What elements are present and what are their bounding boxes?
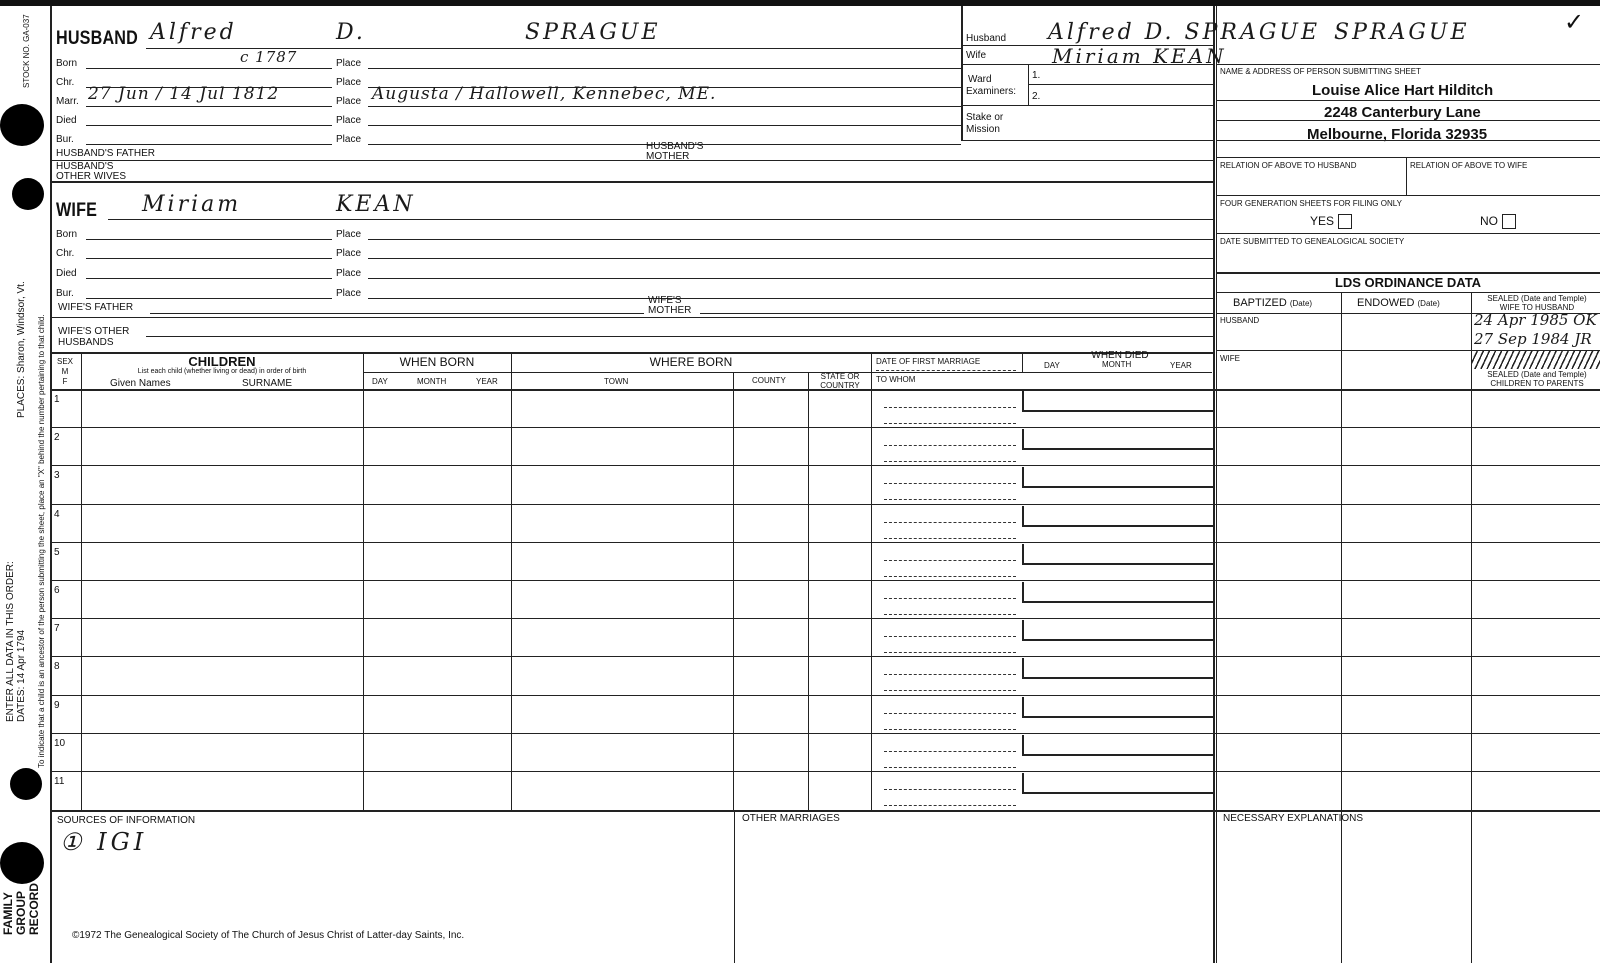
husband-mother-label bbox=[646, 142, 703, 162]
died-day-header: DAY bbox=[1044, 361, 1060, 370]
sex-header bbox=[57, 357, 73, 387]
lds-endowed-label bbox=[1357, 298, 1440, 309]
table-row-divider bbox=[50, 580, 1600, 581]
child-row-number: 1 bbox=[54, 394, 60, 405]
right-husband-surname: SPRAGUE bbox=[1334, 20, 1470, 45]
child-row-number: 5 bbox=[54, 547, 60, 558]
marriage-date-line bbox=[884, 674, 1016, 675]
to-whom-line bbox=[884, 729, 1016, 730]
lds-sealed-line: WIFE TO HUSBAND bbox=[1499, 303, 1575, 312]
husband-chr-label: Chr. bbox=[56, 77, 75, 88]
table-row-divider bbox=[50, 504, 1600, 505]
husband-born-place-label: Place bbox=[336, 58, 362, 69]
wife-born-label: Born bbox=[56, 229, 78, 240]
lds-endowed-date: (Date) bbox=[1417, 299, 1440, 308]
died-line bbox=[1022, 716, 1214, 718]
died-month-header: MONTH bbox=[1102, 360, 1132, 369]
surname-header: SURNAME bbox=[242, 378, 293, 389]
wife-bur-label: Bur. bbox=[56, 288, 74, 299]
husband-marr-value: 27 Jun / 14 Jul 1812 bbox=[88, 84, 280, 104]
table-row-divider bbox=[50, 771, 1600, 772]
table-row-divider bbox=[50, 427, 1600, 428]
lds-sealed-children-label bbox=[1474, 370, 1600, 388]
no-option[interactable] bbox=[1480, 214, 1516, 229]
top-edge bbox=[0, 0, 1600, 6]
yes-checkbox[interactable] bbox=[1338, 214, 1352, 229]
header-husband-label: Husband bbox=[966, 33, 1007, 44]
marriage-date-line bbox=[884, 483, 1016, 484]
child-row-number: 7 bbox=[54, 623, 60, 634]
husband-other-wives-label bbox=[56, 162, 126, 182]
lds-husband-label: HUSBAND bbox=[1220, 316, 1260, 325]
to-whom-header: TO WHOM bbox=[876, 375, 916, 384]
husband-marr-place-label: Place bbox=[336, 96, 362, 107]
when-died-header: WHEN DIED bbox=[1091, 350, 1149, 361]
lds-sealed-children-line: CHILDREN TO PARENTS bbox=[1490, 379, 1584, 388]
child-row-number: 4 bbox=[54, 509, 60, 520]
wife-other-husbands-line: WIFE'S OTHER bbox=[58, 326, 130, 337]
four-gen-label: FOUR GENERATION SHEETS FOR FILING ONLY bbox=[1220, 199, 1402, 208]
marriage-date-line bbox=[884, 598, 1016, 599]
stake-label-line: Stake or bbox=[966, 112, 1004, 123]
born-year-header: YEAR bbox=[476, 377, 498, 386]
wife-other-husbands-label bbox=[58, 326, 129, 348]
to-whom-line bbox=[884, 576, 1016, 577]
wife-mother-label-line: WIFE'S bbox=[648, 295, 682, 306]
husband-marr-label: Marr. bbox=[56, 96, 79, 107]
punch-hole bbox=[0, 104, 44, 146]
marriage-date-line bbox=[884, 713, 1016, 714]
checkmark: ✓ bbox=[1564, 9, 1585, 36]
header-wife-label: Wife bbox=[966, 50, 986, 61]
yes-option[interactable] bbox=[1310, 214, 1352, 229]
form-title-line: GROUP bbox=[14, 890, 28, 935]
examiners-label: Examiners: bbox=[966, 86, 1017, 97]
died-line bbox=[1022, 601, 1214, 603]
child-row-number: 2 bbox=[54, 432, 60, 443]
died-line bbox=[1022, 410, 1214, 412]
margin-enter: ENTER ALL DATA IN THIS ORDER: bbox=[5, 561, 16, 722]
died-year-header: YEAR bbox=[1170, 361, 1192, 370]
child-row-number: 6 bbox=[54, 585, 60, 596]
child-row-number: 9 bbox=[54, 700, 60, 711]
died-bracket bbox=[1022, 735, 1024, 754]
state-header-line: COUNTRY bbox=[820, 381, 860, 390]
husband-died-place-label: Place bbox=[336, 115, 362, 126]
died-line bbox=[1022, 754, 1214, 756]
lds-sealed-value-2: 27 Sep 1984 JR bbox=[1474, 330, 1592, 348]
to-whom-line bbox=[884, 538, 1016, 539]
other-marriages-label: OTHER MARRIAGES bbox=[742, 813, 840, 824]
ward-label: Ward bbox=[968, 74, 992, 85]
sex-header-line: M bbox=[61, 367, 69, 376]
child-row-number: 8 bbox=[54, 661, 60, 672]
submitter-city: Melbourne, Florida 32935 bbox=[1307, 126, 1488, 143]
punch-hole bbox=[0, 842, 44, 884]
to-whom-line bbox=[884, 499, 1016, 500]
marriage-date-line bbox=[884, 751, 1016, 752]
marriage-date-line bbox=[884, 445, 1016, 446]
to-whom-line bbox=[884, 652, 1016, 653]
submitter-name: Louise Alice Hart Hilditch bbox=[1312, 82, 1494, 99]
no-checkbox[interactable] bbox=[1502, 214, 1516, 229]
to-whom-line bbox=[884, 690, 1016, 691]
no-label: NO bbox=[1480, 214, 1498, 228]
child-row-number: 3 bbox=[54, 470, 60, 481]
died-line bbox=[1022, 486, 1214, 488]
header-husband-value: Alfred D. SPRAGUE bbox=[1048, 20, 1321, 45]
husband-mother-label-line: MOTHER bbox=[646, 151, 690, 162]
wife-mother-label bbox=[648, 296, 691, 316]
wife-other-husbands-line: HUSBANDS bbox=[58, 337, 114, 348]
table-row-divider bbox=[50, 465, 1600, 466]
punch-hole bbox=[10, 768, 42, 800]
lds-title: LDS ORDINANCE DATA bbox=[1334, 275, 1482, 290]
husband-middle: D. bbox=[336, 20, 366, 45]
wife-born-place-label: Place bbox=[336, 229, 362, 240]
died-line bbox=[1022, 563, 1214, 565]
husband-marr-place: Augusta / Hallowell, Kennebec, ME. bbox=[372, 84, 717, 104]
wife-bur-place-label: Place bbox=[336, 288, 362, 299]
form-title bbox=[2, 883, 41, 935]
died-bracket bbox=[1022, 697, 1024, 716]
submitter-street: 2248 Canterbury Lane bbox=[1324, 104, 1481, 121]
child-row-number: 11 bbox=[54, 776, 65, 787]
relation-husband-label: RELATION OF ABOVE TO HUSBAND bbox=[1220, 161, 1357, 170]
first-marriage-header: DATE OF FIRST MARRIAGE bbox=[876, 357, 981, 366]
wife-chr-label: Chr. bbox=[56, 248, 75, 259]
wife-surname: KEAN bbox=[336, 192, 416, 217]
born-month-header: MONTH bbox=[417, 377, 447, 386]
died-line bbox=[1022, 639, 1214, 641]
husband-surname: SPRAGUE bbox=[525, 20, 661, 45]
lds-sealed-line: SEALED (Date and Temple) bbox=[1487, 294, 1587, 303]
examiner-2: 2. bbox=[1032, 91, 1041, 102]
husband-born-label: Born bbox=[56, 58, 78, 69]
husband-other-wives-line: OTHER WIVES bbox=[56, 171, 127, 182]
margin-dates: DATES: 14 Apr 1794 bbox=[16, 629, 27, 722]
lds-baptized-label bbox=[1233, 298, 1312, 309]
to-whom-line bbox=[884, 767, 1016, 768]
yes-label: YES bbox=[1310, 214, 1335, 228]
to-whom-line bbox=[884, 805, 1016, 806]
form-title-line: RECORD bbox=[27, 882, 41, 935]
marriage-date-line bbox=[884, 560, 1016, 561]
died-bracket bbox=[1022, 620, 1024, 639]
wife-chr-place-label: Place bbox=[336, 248, 362, 259]
wife-father-label: WIFE'S FATHER bbox=[58, 302, 134, 313]
town-header: TOWN bbox=[604, 377, 629, 386]
wife-given: Miriam bbox=[142, 192, 242, 217]
table-row-divider bbox=[50, 618, 1600, 619]
born-day-header: DAY bbox=[372, 377, 388, 386]
marriage-date-line bbox=[884, 636, 1016, 637]
relation-wife-label: RELATION OF ABOVE TO WIFE bbox=[1410, 161, 1528, 170]
died-bracket bbox=[1022, 429, 1024, 448]
died-bracket bbox=[1022, 467, 1024, 486]
table-row-divider bbox=[50, 695, 1600, 696]
table-row-divider bbox=[50, 542, 1600, 543]
county-header: COUNTY bbox=[752, 376, 786, 385]
sex-header-line: SEX bbox=[57, 357, 74, 366]
stake-label bbox=[966, 112, 1003, 136]
husband-given: Alfred bbox=[150, 20, 237, 45]
frame-left bbox=[50, 6, 52, 963]
died-line bbox=[1022, 677, 1214, 679]
explanations-label: NECESSARY EXPLANATIONS bbox=[1223, 813, 1364, 824]
date-submitted-label: DATE SUBMITTED TO GENEALOGICAL SOCIETY bbox=[1220, 237, 1405, 246]
lds-baptized-text: BAPTIZED bbox=[1233, 297, 1287, 309]
child-row-number: 10 bbox=[54, 738, 66, 749]
frame-mid bbox=[1213, 6, 1215, 963]
lds-hatched-cell bbox=[1472, 351, 1600, 369]
stake-label-line: Mission bbox=[966, 124, 1000, 135]
lds-baptized-date: (Date) bbox=[1289, 299, 1313, 308]
header-box-left bbox=[961, 6, 963, 141]
lds-sealed-label bbox=[1474, 294, 1600, 312]
died-bracket bbox=[1022, 773, 1024, 792]
lds-wife-label: WIFE bbox=[1220, 354, 1240, 363]
children-title: CHILDREN bbox=[188, 354, 256, 369]
header-wife-value: Miriam KEAN bbox=[1052, 44, 1227, 68]
copyright: ©1972 The Genealogical Society of The Church of Jesus Christ of Latter-day Saints, Inc. bbox=[72, 930, 465, 941]
died-line bbox=[1022, 448, 1214, 450]
state-header-line: STATE OR bbox=[820, 372, 860, 381]
husband-bur-label: Bur. bbox=[56, 134, 74, 145]
table-row-divider bbox=[50, 656, 1600, 657]
died-bracket bbox=[1022, 506, 1024, 525]
wife-died-place-label: Place bbox=[336, 268, 362, 279]
husband-mother-label-line: HUSBAND'S bbox=[646, 141, 704, 152]
wife-mother-label-line: MOTHER bbox=[648, 305, 692, 316]
submitter-label: NAME & ADDRESS OF PERSON SUBMITTING SHEET bbox=[1220, 67, 1421, 76]
wife-heading: WIFE bbox=[56, 200, 98, 221]
sex-header-line: F bbox=[62, 377, 68, 386]
stock-number: STOCK NO. GA-037 bbox=[22, 14, 31, 88]
husband-father-label: HUSBAND'S FATHER bbox=[56, 148, 155, 159]
died-bracket bbox=[1022, 582, 1024, 601]
form-title-line: FAMILY bbox=[1, 892, 15, 935]
died-line bbox=[1022, 525, 1214, 527]
to-whom-line bbox=[884, 614, 1016, 615]
husband-died-label: Died bbox=[56, 115, 77, 126]
husband-bur-place-label: Place bbox=[336, 134, 362, 145]
wife-died-label: Died bbox=[56, 268, 77, 279]
margin-places: PLACES: Sharon, Windsor, Vt. bbox=[16, 281, 27, 418]
punch-hole bbox=[12, 178, 44, 210]
died-bracket bbox=[1022, 544, 1024, 563]
husband-heading: HUSBAND bbox=[56, 28, 138, 49]
given-names-header: Given Names bbox=[110, 378, 171, 389]
husband-born-value: c 1787 bbox=[240, 48, 298, 66]
lds-sealed-value-1: 24 Apr 1985 OK bbox=[1474, 311, 1597, 329]
sources-label: SOURCES OF INFORMATION bbox=[57, 815, 196, 826]
marriage-date-line bbox=[884, 407, 1016, 408]
husband-chr-place-label: Place bbox=[336, 77, 362, 88]
lds-sealed-children-line: SEALED (Date and Temple) bbox=[1487, 370, 1587, 379]
marriage-date-line bbox=[884, 789, 1016, 790]
died-line bbox=[1022, 792, 1214, 794]
died-bracket bbox=[1022, 391, 1024, 410]
examiner-1: 1. bbox=[1032, 70, 1041, 81]
husband-other-wives-line: HUSBAND'S bbox=[56, 161, 114, 172]
when-born-header: WHEN BORN bbox=[399, 355, 475, 369]
children-subtitle: List each child (whether living or dead) in order of birth bbox=[137, 368, 307, 375]
died-bracket bbox=[1022, 658, 1024, 677]
marriage-date-line bbox=[884, 522, 1016, 523]
where-born-header: WHERE BORN bbox=[649, 355, 733, 369]
margin-indicate: To indicate that a child is an ancestor of the person submitting the sheet, place an "X" behind the number pertaining to that child. bbox=[37, 314, 46, 768]
to-whom-line bbox=[884, 461, 1016, 462]
state-header bbox=[812, 372, 868, 390]
sources-value: ① IGI bbox=[60, 828, 148, 856]
to-whom-line bbox=[884, 423, 1016, 424]
table-row-divider bbox=[50, 733, 1600, 734]
lds-endowed-text: ENDOWED bbox=[1357, 297, 1415, 309]
